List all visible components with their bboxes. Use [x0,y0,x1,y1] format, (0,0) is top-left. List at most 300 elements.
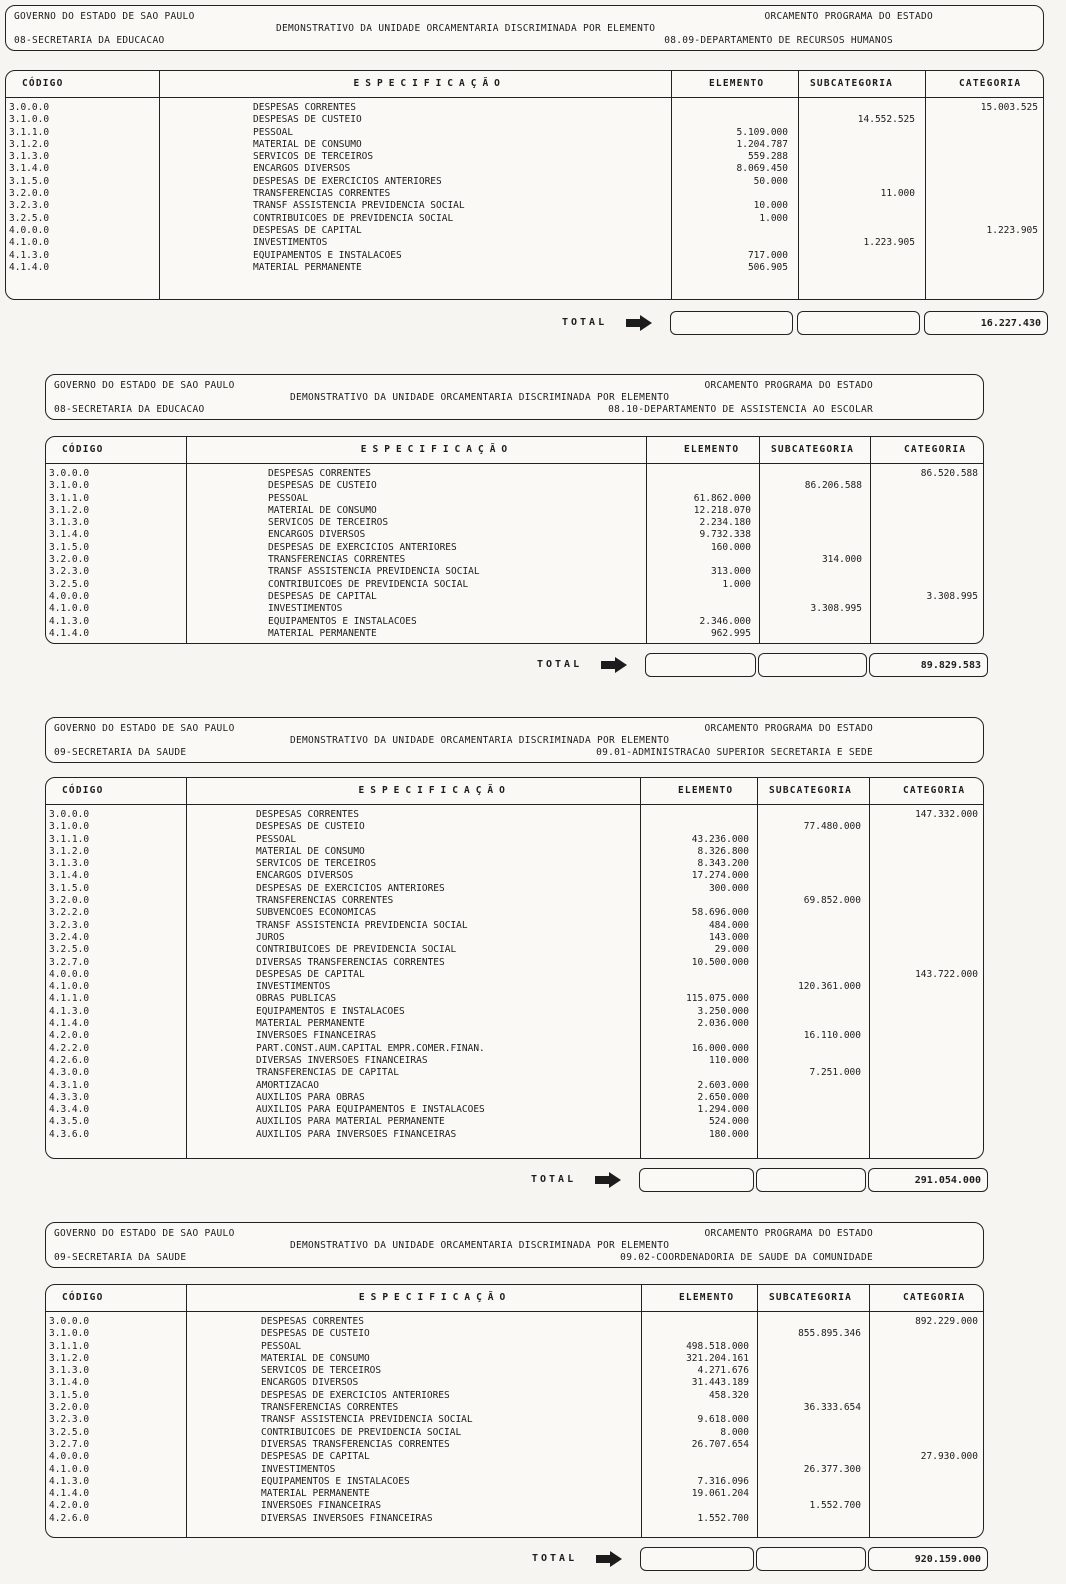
row-especificacao: SERVICOS DE TERCEIROS [268,517,389,529]
row-codigo: 3.2.3.0 [9,200,50,212]
row-especificacao: EQUIPAMENTOS E INSTALACOES [261,1475,410,1487]
row-codigo: 3.2.0.0 [49,554,90,566]
row-especificacao: DIVERSAS INVERSOES FINANCEIRAS [261,1512,433,1524]
row-elemento: 4.271.676 [697,1365,749,1377]
table-row [46,517,983,529]
unidade-name: 08.10-DEPARTAMENTO DE ASSISTENCIA AO ESCOLAR [608,404,873,415]
row-codigo: 4.3.3.0 [49,1091,90,1103]
row-codigo: 3.0.0.0 [49,1316,90,1327]
row-codigo: 3.2.5.0 [49,1426,90,1438]
row-elemento: 9.618.000 [697,1414,749,1426]
table-body [46,468,983,640]
row-elemento: 1.552.700 [697,1512,749,1524]
row-codigo: 3.2.3.0 [49,566,90,578]
row-codigo: 3.2.4.0 [49,931,90,943]
table-row [46,1092,983,1104]
row-codigo: 4.2.6.0 [49,1054,90,1066]
row-especificacao: CONTRIBUICOES DE PREVIDENCIA SOCIAL [256,944,457,956]
table-row [46,981,983,993]
table-row [46,944,983,956]
row-especificacao: TRANSFERENCIAS CORRENTES [253,188,391,200]
secretaria-name: 09-SECRETARIA DA SAUDE [54,747,187,758]
row-subcategoria: 36.333.654 [803,1402,861,1414]
row-especificacao: PESSOAL [268,492,309,504]
table-row [46,529,983,541]
row-especificacao: SUBVENCOES ECONOMICAS [256,907,377,919]
budget-program-label: ORCAMENTO PROGRAMA DO ESTADO [704,1228,873,1239]
table-row [46,542,983,554]
row-codigo: 3.1.2.0 [49,845,90,857]
row-codigo: 4.1.0.0 [9,237,50,249]
table-row [46,1500,983,1512]
row-codigo: 3.1.3.0 [49,517,90,529]
row-categoria: 3.308.995 [926,590,978,602]
row-especificacao: TRANSF ASSISTENCIA PREVIDENCIA SOCIAL [256,919,468,931]
row-subcategoria: 120.361.000 [798,981,861,993]
table-row [46,505,983,517]
total-elemento-box [670,311,793,335]
table-row [6,188,1043,200]
col-elemento-header: ELEMENTO [709,78,765,89]
col-codigo-header: CÓDIGO [62,785,104,796]
row-elemento: 458.320 [708,1389,749,1401]
government-name: GOVERNO DO ESTADO DE SAO PAULO [14,11,195,22]
table-row [6,151,1043,163]
unidade-name: 09.02-COORDENADORIA DE SAUDE DA COMUNIDADE [620,1252,873,1263]
total-value: 291.054.000 [868,1168,988,1192]
row-especificacao: DESPESAS CORRENTES [256,809,359,820]
total-value: 16.227.430 [924,311,1048,335]
row-elemento: 10.500.000 [691,956,749,968]
row-elemento: 50.000 [753,175,788,187]
row-especificacao: DESPESAS DE CAPITAL [268,590,377,602]
row-codigo: 3.1.4.0 [9,163,50,175]
table-row [46,480,983,492]
row-codigo: 3.2.0.0 [49,895,90,907]
table-row [46,1104,983,1116]
table-row [46,603,983,615]
col-categoria-header: CATEGORIA [903,1292,966,1303]
table-row [6,176,1043,188]
government-name: GOVERNO DO ESTADO DE SAO PAULO [54,380,235,391]
row-especificacao: ENCARGOS DIVERSOS [268,529,366,541]
row-especificacao: DESPESAS DE CUSTEIO [268,480,377,492]
row-codigo: 3.1.4.0 [49,529,90,541]
row-especificacao: MATERIAL PERMANENTE [253,261,362,273]
row-elemento: 143.000 [708,931,749,943]
budget-table [5,70,1044,300]
col-subcategoria-header: SUBCATEGORIA [771,444,855,455]
col-codigo-header: CÓDIGO [62,444,104,455]
row-especificacao: INVESTIMENTOS [253,237,328,249]
row-codigo: 3.0.0.0 [49,468,90,479]
col-categoria-header: CATEGORIA [959,78,1022,89]
row-codigo: 3.1.0.0 [49,1328,90,1340]
row-especificacao: DESPESAS DE EXERCICIOS ANTERIORES [253,175,442,187]
row-subcategoria: 11.000 [880,188,915,200]
row-especificacao: EQUIPAMENTOS E INSTALACOES [268,615,417,627]
row-elemento: 19.061.204 [691,1488,749,1500]
table-row [46,1043,983,1055]
total-elemento-box [639,1168,754,1192]
row-codigo: 3.2.5.0 [49,578,90,590]
table-row [46,883,983,895]
row-elemento: 506.905 [747,261,788,273]
row-codigo: 4.1.4.0 [9,261,50,273]
row-codigo: 4.3.0.0 [49,1067,90,1079]
row-codigo: 4.3.6.0 [49,1128,90,1140]
table-row [6,225,1043,237]
row-codigo: 4.3.4.0 [49,1104,90,1116]
row-codigo: 4.1.3.0 [49,615,90,627]
row-especificacao: AUXILIOS PARA EQUIPAMENTOS E INSTALACOES [256,1104,485,1116]
table-row [46,628,983,640]
secretaria-name: 08-SECRETARIA DA EDUCACAO [54,404,205,415]
total-subcategoria-box [756,1168,866,1192]
row-especificacao: MATERIAL DE CONSUMO [253,138,362,150]
row-codigo: 3.1.5.0 [49,1389,90,1401]
table-row [46,1018,983,1030]
total-subcategoria-box [758,653,867,677]
row-elemento: 17.274.000 [691,870,749,882]
row-especificacao: MATERIAL DE CONSUMO [256,845,365,857]
row-especificacao: INVERSOES FINANCEIRAS [261,1500,382,1512]
row-elemento: 1.000 [759,212,788,224]
row-especificacao: DESPESAS DE EXERCICIOS ANTERIORES [268,541,457,553]
table-row [6,213,1043,225]
table-header-row [46,778,983,805]
table-row [46,1316,983,1328]
table-header-row [46,437,983,464]
row-elemento: 2.036.000 [697,1018,749,1030]
table-row [46,1328,983,1340]
row-elemento: 16.000.000 [691,1042,749,1054]
row-elemento: 2.346.000 [699,615,751,627]
table-header-row [6,71,1043,98]
budget-table [45,777,984,1159]
table-row [46,554,983,566]
table-row [46,920,983,932]
row-codigo: 3.1.3.0 [9,151,50,163]
row-especificacao: CONTRIBUICOES DE PREVIDENCIA SOCIAL [261,1426,462,1438]
col-especificacao-header: ESPECIFICAÇÃO [353,78,506,89]
row-especificacao: ENCARGOS DIVERSOS [253,163,351,175]
row-codigo: 4.1.1.0 [49,993,90,1005]
row-especificacao: PESSOAL [253,126,294,138]
row-especificacao: DESPESAS DE EXERCICIOS ANTERIORES [261,1389,450,1401]
table-row [6,163,1043,175]
table-row [46,468,983,480]
row-codigo: 3.2.0.0 [9,188,50,200]
total-label: TOTAL [537,659,583,670]
row-codigo: 3.2.3.0 [49,919,90,931]
total-subcategoria-box [797,311,920,335]
budget-program-label: ORCAMENTO PROGRAMA DO ESTADO [704,723,873,734]
total-elemento-box [645,653,756,677]
row-codigo: 3.1.1.0 [49,833,90,845]
row-codigo: 3.2.0.0 [49,1402,90,1414]
row-subcategoria: 26.377.300 [803,1463,861,1475]
row-especificacao: INVESTIMENTOS [256,981,331,993]
table-row [46,566,983,578]
table-row [46,907,983,919]
row-codigo: 4.1.0.0 [49,981,90,993]
row-especificacao: TRANSFERENCIAS CORRENTES [261,1402,399,1414]
row-especificacao: JUROS [256,931,285,943]
row-especificacao: SERVICOS DE TERCEIROS [261,1365,382,1377]
row-categoria: 27.930.000 [920,1451,978,1463]
row-codigo: 4.3.5.0 [49,1116,90,1128]
row-elemento: 8.326.800 [697,845,749,857]
row-codigo: 3.2.7.0 [49,1438,90,1450]
table-header-row [46,1285,983,1312]
row-especificacao: DESPESAS DE CUSTEIO [256,821,365,833]
row-especificacao: DESPESAS DE CAPITAL [253,224,362,236]
row-categoria: 86.520.588 [920,468,978,479]
row-codigo: 4.1.4.0 [49,1488,90,1500]
row-codigo: 4.3.1.0 [49,1079,90,1091]
row-codigo: 4.0.0.0 [9,224,50,236]
row-elemento: 9.732.338 [699,529,751,541]
row-especificacao: MATERIAL DE CONSUMO [268,504,377,516]
row-especificacao: PESSOAL [256,833,297,845]
table-row [46,834,983,846]
total-label: TOTAL [531,1174,577,1185]
total-value: 920.159.000 [868,1547,988,1571]
row-codigo: 3.1.1.0 [49,1340,90,1352]
row-elemento: 5.109.000 [736,126,788,138]
row-especificacao: DESPESAS DE EXERCICIOS ANTERIORES [256,882,445,894]
row-elemento: 3.250.000 [697,1005,749,1017]
row-subcategoria: 7.251.000 [809,1067,861,1079]
table-row [46,1390,983,1402]
row-elemento: 115.075.000 [686,993,749,1005]
row-especificacao: AUXILIOS PARA MATERIAL PERMANENTE [256,1116,445,1128]
row-especificacao: DESPESAS DE CUSTEIO [253,114,362,126]
row-codigo: 3.1.0.0 [9,114,50,126]
row-especificacao: TRANSF ASSISTENCIA PREVIDENCIA SOCIAL [268,566,480,578]
row-categoria: 1.223.905 [986,224,1038,236]
row-especificacao: EQUIPAMENTOS E INSTALACOES [256,1005,405,1017]
arrow-right-icon [626,315,652,331]
row-especificacao: DESPESAS CORRENTES [261,1316,364,1327]
statement-header [45,374,984,420]
table-row [46,1513,983,1525]
row-especificacao: MATERIAL PERMANENTE [268,627,377,639]
statement-title: DEMONSTRATIVO DA UNIDADE ORCAMENTARIA DISCRIMINADA POR ELEMENTO [290,1240,670,1251]
row-especificacao: ENCARGOS DIVERSOS [256,870,354,882]
table-body [6,102,1043,274]
row-categoria: 143.722.000 [915,968,978,980]
row-especificacao: TRANSFERENCIAS CORRENTES [256,895,394,907]
table-row [6,237,1043,249]
table-row [46,1129,983,1141]
arrow-right-icon [595,1172,621,1188]
col-subcategoria-header: SUBCATEGORIA [810,78,894,89]
table-row [46,1030,983,1042]
table-row [46,493,983,505]
row-especificacao: DIVERSAS TRANSFERENCIAS CORRENTES [256,956,445,968]
row-elemento: 110.000 [708,1054,749,1066]
col-elemento-header: ELEMENTO [678,785,734,796]
table-row [46,932,983,944]
row-elemento: 160.000 [710,541,751,553]
table-row [6,250,1043,262]
row-subcategoria: 86.206.588 [804,480,862,492]
col-elemento-header: ELEMENTO [684,444,740,455]
row-elemento: 2.650.000 [697,1091,749,1103]
row-especificacao: TRANSF ASSISTENCIA PREVIDENCIA SOCIAL [253,200,465,212]
row-subcategoria: 69.852.000 [803,895,861,907]
row-codigo: 3.1.1.0 [9,126,50,138]
table-row [46,846,983,858]
table-row [6,139,1043,151]
row-subcategoria: 1.552.700 [809,1500,861,1512]
row-codigo: 3.1.2.0 [49,504,90,516]
row-codigo: 4.2.0.0 [49,1500,90,1512]
row-especificacao: TRANSF ASSISTENCIA PREVIDENCIA SOCIAL [261,1414,473,1426]
row-codigo: 3.2.2.0 [49,907,90,919]
row-codigo: 4.2.6.0 [49,1512,90,1524]
row-elemento: 10.000 [753,200,788,212]
row-elemento: 8.069.450 [736,163,788,175]
row-codigo: 3.1.4.0 [49,870,90,882]
table-row [46,1080,983,1092]
row-codigo: 4.1.4.0 [49,1018,90,1030]
statement-header [5,5,1044,51]
row-codigo: 4.1.4.0 [49,627,90,639]
row-elemento: 8.000 [720,1426,749,1438]
row-elemento: 61.862.000 [693,492,751,504]
row-codigo: 4.0.0.0 [49,968,90,980]
row-codigo: 3.1.5.0 [49,882,90,894]
table-row [46,1067,983,1079]
table-row [46,1353,983,1365]
row-elemento: 7.316.096 [697,1475,749,1487]
row-elemento: 1.204.787 [736,138,788,150]
table-row [46,1427,983,1439]
row-elemento: 31.443.189 [691,1377,749,1389]
unidade-name: 09.01-ADMINISTRACAO SUPERIOR SECRETARIA E SEDE [596,747,873,758]
row-codigo: 3.1.3.0 [49,858,90,870]
row-codigo: 4.1.0.0 [49,603,90,615]
row-especificacao: INVERSOES FINANCEIRAS [256,1030,377,1042]
row-elemento: 29.000 [714,944,749,956]
row-elemento: 559.288 [747,151,788,163]
row-codigo: 3.2.7.0 [49,956,90,968]
row-especificacao: MATERIAL PERMANENTE [256,1018,365,1030]
table-row [46,1365,983,1377]
row-especificacao: TRANSFERENCIAS DE CAPITAL [256,1067,399,1079]
table-row [46,1488,983,1500]
row-codigo: 4.1.0.0 [49,1463,90,1475]
table-row [46,1006,983,1018]
statement-title: DEMONSTRATIVO DA UNIDADE ORCAMENTARIA DISCRIMINADA POR ELEMENTO [276,23,656,34]
government-name: GOVERNO DO ESTADO DE SAO PAULO [54,723,235,734]
row-codigo: 3.1.0.0 [49,480,90,492]
total-subcategoria-box [756,1547,866,1571]
row-codigo: 3.2.5.0 [9,212,50,224]
row-categoria: 147.332.000 [915,809,978,820]
row-especificacao: ENCARGOS DIVERSOS [261,1377,359,1389]
row-especificacao: OBRAS PUBLICAS [256,993,337,1005]
row-codigo: 3.1.5.0 [49,541,90,553]
row-codigo: 4.2.2.0 [49,1042,90,1054]
government-name: GOVERNO DO ESTADO DE SAO PAULO [54,1228,235,1239]
row-elemento: 26.707.654 [691,1438,749,1450]
table-row [46,858,983,870]
row-elemento: 180.000 [708,1128,749,1140]
secretaria-name: 09-SECRETARIA DA SAUDE [54,1252,187,1263]
col-especificacao-header: ESPECIFICAÇÃO [360,444,514,455]
row-especificacao: SERVICOS DE TERCEIROS [256,858,377,870]
row-categoria: 15.003.525 [980,102,1038,113]
table-row [46,957,983,969]
row-subcategoria: 77.480.000 [803,821,861,833]
row-especificacao: DESPESAS DE CAPITAL [256,968,365,980]
col-categoria-header: CATEGORIA [903,785,966,796]
row-elemento: 43.236.000 [691,833,749,845]
col-elemento-header: ELEMENTO [679,1292,735,1303]
col-categoria-header: CATEGORIA [904,444,967,455]
row-especificacao: DESPESAS DE CUSTEIO [261,1328,370,1340]
statement-title: DEMONSTRATIVO DA UNIDADE ORCAMENTARIA DISCRIMINADA POR ELEMENTO [290,735,670,746]
table-row [6,127,1043,139]
table-row [46,1451,983,1463]
row-codigo: 4.2.0.0 [49,1030,90,1042]
unidade-name: 08.09-DEPARTAMENTO DE RECURSOS HUMANOS [664,35,893,46]
table-row [46,1439,983,1451]
row-especificacao: MATERIAL PERMANENTE [261,1488,370,1500]
row-elemento: 12.218.070 [693,504,751,516]
row-subcategoria: 314.000 [821,554,862,566]
row-especificacao: DESPESAS CORRENTES [253,102,356,113]
table-body [46,809,983,1141]
row-codigo: 4.1.3.0 [49,1005,90,1017]
row-especificacao: AUXILIOS PARA INVERSOES FINANCEIRAS [256,1128,457,1140]
row-elemento: 2.234.180 [699,517,751,529]
row-codigo: 4.0.0.0 [49,1451,90,1463]
table-row [46,1414,983,1426]
total-label: TOTAL [532,1553,578,1564]
row-elemento: 300.000 [708,882,749,894]
row-especificacao: INVESTIMENTOS [268,603,343,615]
row-codigo: 4.1.3.0 [9,249,50,261]
table-row [6,200,1043,212]
row-especificacao: INVESTIMENTOS [261,1463,336,1475]
table-row [6,114,1043,126]
row-especificacao: PART.CONST.AUM.CAPITAL EMPR.COMER.FINAN. [256,1042,485,1054]
table-row [46,993,983,1005]
statement-header [45,717,984,763]
table-row [46,1377,983,1389]
budget-table [45,436,984,644]
budget-program-label: ORCAMENTO PROGRAMA DO ESTADO [704,380,873,391]
row-elemento: 8.343.200 [697,858,749,870]
row-elemento: 717.000 [747,249,788,261]
row-codigo: 3.1.2.0 [49,1352,90,1364]
table-row [46,1116,983,1128]
row-especificacao: DESPESAS CORRENTES [268,468,371,479]
statement-title: DEMONSTRATIVO DA UNIDADE ORCAMENTARIA DISCRIMINADA POR ELEMENTO [290,392,670,403]
row-especificacao: DIVERSAS TRANSFERENCIAS CORRENTES [261,1438,450,1450]
table-row [46,969,983,981]
row-codigo: 4.1.3.0 [49,1475,90,1487]
row-elemento: 313.000 [710,566,751,578]
row-especificacao: EQUIPAMENTOS E INSTALACOES [253,249,402,261]
row-codigo: 3.2.3.0 [49,1414,90,1426]
row-especificacao: AMORTIZACAO [256,1079,319,1091]
